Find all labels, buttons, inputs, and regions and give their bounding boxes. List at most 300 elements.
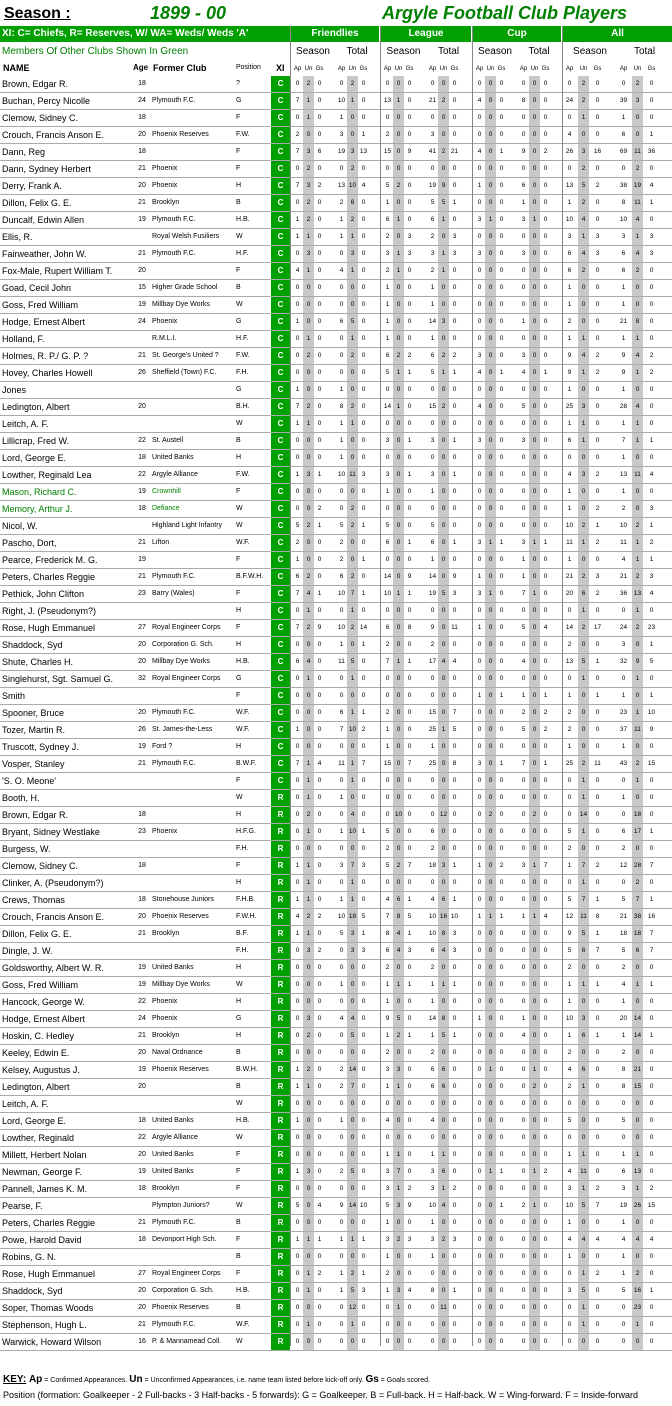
stat-cell: 3	[595, 233, 600, 240]
table-row	[0, 1011, 672, 1028]
stat-cell: 3	[430, 1185, 435, 1192]
stat-cell: 9	[317, 624, 322, 631]
stat-cell: 0	[317, 1338, 322, 1345]
stat-cell: 1	[521, 692, 526, 699]
former-club: Phoenix Reserves	[152, 1304, 209, 1311]
stat-cell: 0	[452, 641, 457, 648]
stat-cell: 0	[499, 607, 504, 614]
stat-cell: 0	[361, 1253, 366, 1260]
stat-cell: 0	[485, 569, 496, 585]
stat-cell: 1	[621, 114, 626, 121]
player-age: 18	[138, 896, 146, 903]
stat-cell: 4	[430, 896, 435, 903]
stat-cell: 8	[621, 199, 626, 206]
stat-cell: 0	[567, 165, 572, 172]
stat-cell: 0	[407, 1083, 412, 1090]
stat-cell: 7	[385, 658, 390, 665]
stat-cell: 7	[595, 1202, 600, 1209]
stat-cell: 0	[317, 1151, 322, 1158]
player-name: Dillon, Felix G. E.	[2, 929, 72, 939]
stat-cell: 0	[452, 879, 457, 886]
team-xi-badge: R	[271, 1028, 290, 1044]
stat-cell: 6	[621, 1168, 626, 1175]
stat-cell: 3	[393, 1062, 404, 1078]
stat-cell: 0	[485, 1198, 496, 1214]
table-row	[0, 1334, 672, 1351]
stat-cell: 0	[529, 450, 540, 466]
team-xi-badge: C	[271, 637, 290, 653]
stat-cell: 1	[303, 824, 314, 840]
stat-cell: 0	[543, 1185, 548, 1192]
stat-cell: 0	[452, 131, 457, 138]
stat-cell: 0	[529, 297, 540, 313]
player-name: Dann, Sydney Herbert	[2, 164, 92, 174]
stat-cell: 0	[578, 1334, 589, 1350]
player-position: W	[236, 505, 243, 512]
stat-cell: 1	[347, 603, 358, 619]
team-xi-badge: R	[271, 1079, 290, 1095]
stat-cell: 0	[477, 471, 482, 478]
stat-header: Un	[439, 66, 448, 72]
player-age: 21	[138, 250, 146, 257]
stat-cell: 5	[393, 1011, 404, 1027]
stat-cell: 0	[578, 382, 589, 398]
stat-cell: 0	[347, 535, 358, 551]
team-xi-badge: R	[271, 790, 290, 806]
stat-cell: 5	[521, 726, 526, 733]
stat-cell: 5	[621, 896, 626, 903]
stat-cell: 0	[438, 433, 449, 449]
stat-cell: 0	[543, 97, 548, 104]
stat-cell: 0	[317, 896, 322, 903]
stat-cell: 1	[407, 590, 412, 597]
stat-cell: 0	[499, 1049, 504, 1056]
stat-cell: 0	[317, 964, 322, 971]
stat-cell: 0	[477, 1321, 482, 1328]
former-club: Millbay Dye Works	[152, 301, 210, 308]
team-xi-badge: C	[271, 110, 290, 126]
stat-cell: 0	[529, 93, 540, 109]
player-name: Dann, Reg	[2, 147, 46, 157]
stat-cell: 1	[578, 790, 589, 806]
stat-cell: 0	[521, 947, 526, 954]
stat-cell: 0	[438, 841, 449, 857]
stat-cell: 0	[407, 1304, 412, 1311]
former-club	[152, 552, 234, 568]
stat-cell: 5	[385, 369, 390, 376]
player-age: 18	[138, 1236, 146, 1243]
stat-cell: 0	[578, 1130, 589, 1146]
stat-cell: 0	[339, 811, 344, 818]
stat-cell: 0	[477, 947, 482, 954]
stat-cell: 15	[383, 148, 392, 155]
stat-cell: 16	[593, 148, 602, 155]
former-club: United Banks	[152, 1117, 194, 1124]
stat-cell: 9	[407, 573, 412, 580]
stat-cell: 0	[361, 1049, 366, 1056]
stat-cell: 13	[632, 586, 643, 602]
stat-cell: 0	[595, 1100, 600, 1107]
stat-cell: 0	[452, 998, 457, 1005]
stat-cell: 2	[339, 1168, 344, 1175]
team-xi-badge: C	[271, 263, 290, 279]
stat-cell: 1	[485, 1164, 496, 1180]
stat-cell: 0	[543, 437, 548, 444]
stat-cell: 13	[619, 471, 628, 478]
stat-cell: 0	[649, 301, 654, 308]
stat-cell: 1	[499, 148, 504, 155]
stat-cell: 3	[361, 1287, 366, 1294]
stat-cell: 15	[632, 1079, 643, 1095]
stat-cell: 10	[383, 590, 392, 597]
stat-cell: 6	[438, 892, 449, 908]
stat-cell: 0	[361, 114, 366, 121]
player-position: W	[236, 522, 243, 529]
stat-cell: 21	[450, 148, 459, 155]
stat-cell: 0	[621, 80, 626, 87]
former-club: Devonport High Sch.	[152, 1236, 217, 1243]
former-club: Sheffield (Town) F.C.	[152, 369, 217, 376]
stat-cell: 9	[621, 369, 626, 376]
stat-cell: 0	[632, 450, 643, 466]
stat-cell: 0	[393, 994, 404, 1010]
team-xi-badge: C	[271, 127, 290, 143]
stat-cell: 3	[385, 1236, 390, 1243]
stat-cell: 1	[303, 331, 314, 347]
stat-cell: 1	[385, 301, 390, 308]
stat-cell: 0	[393, 110, 404, 126]
player-position: F	[236, 267, 241, 274]
stat-cell: 3	[477, 590, 482, 597]
stat-cell: 5	[295, 1202, 300, 1209]
stat-cell: 0	[521, 930, 526, 937]
stat-cell: 0	[452, 743, 457, 750]
stat-cell: 1	[295, 1066, 300, 1073]
player-age: 24	[138, 318, 146, 325]
stat-cell: 1	[578, 1266, 589, 1282]
player-age: 18	[138, 862, 146, 869]
stat-cell: 0	[295, 505, 300, 512]
player-age: 20	[138, 1287, 146, 1294]
player-position: F	[236, 165, 241, 172]
stat-cell: 10	[347, 178, 358, 194]
stat-cell: 1	[407, 896, 412, 903]
table-row	[0, 1283, 672, 1300]
stat-cell: 0	[361, 675, 366, 682]
stat-cell: 3	[407, 947, 412, 954]
player-name: Goldsworthy, Albert W. R.	[2, 963, 104, 973]
stat-cell: 1	[632, 705, 643, 721]
stat-cell: 0	[438, 331, 449, 347]
stat-cell: 0	[430, 454, 435, 461]
stat-cell: 10	[428, 913, 437, 920]
player-position: W.F.	[236, 709, 250, 716]
stat-cell: 1	[339, 437, 344, 444]
stat-cell: 0	[477, 1287, 482, 1294]
stat-cell: 6	[521, 182, 526, 189]
player-age: 16	[138, 1338, 146, 1345]
stat-cell: 0	[543, 896, 548, 903]
stat-cell: 1	[499, 692, 504, 699]
former-club: Brooklyn	[152, 930, 180, 937]
stat-cell: 3	[385, 471, 390, 478]
stat-cell: 5	[347, 1164, 358, 1180]
stat-cell: 0	[303, 1113, 314, 1129]
stat-cell: 0	[477, 301, 482, 308]
stat-cell: 0	[407, 556, 412, 563]
stat-cell: 0	[407, 1338, 412, 1345]
player-position: B	[236, 1083, 241, 1090]
player-age: 21	[138, 930, 146, 937]
stat-cell: 0	[385, 879, 390, 886]
stat-cell: 0	[477, 964, 482, 971]
stat-cell: 9	[621, 352, 626, 359]
stat-cell: 10	[337, 590, 346, 597]
stat-cell: 0	[361, 539, 366, 546]
stat-cell: 0	[407, 1015, 412, 1022]
stat-cell: 0	[393, 824, 404, 840]
player-position: H.F.	[236, 335, 249, 342]
player-age: 21	[138, 165, 146, 172]
stat-cell: 0	[385, 165, 390, 172]
stat-cell: 0	[621, 777, 626, 784]
stat-cell: 0	[295, 777, 300, 784]
stat-cell: 0	[499, 811, 504, 818]
stat-cell: 1	[295, 930, 300, 937]
player-age	[134, 416, 150, 432]
stat-header: Ap	[293, 66, 302, 72]
stat-cell: 0	[407, 845, 412, 852]
stat-cell: 16	[438, 909, 449, 925]
player-name: Goss, Fred William	[2, 980, 79, 990]
stat-cell: 0	[317, 981, 322, 988]
stat-cell: 0	[485, 1147, 496, 1163]
stat-cell: 0	[317, 1168, 322, 1175]
stat-cell: 0	[649, 1270, 654, 1277]
table-row	[0, 603, 672, 620]
stat-cell: 0	[529, 892, 540, 908]
player-position: F.H.	[236, 369, 249, 376]
player-age: 20	[138, 913, 146, 920]
group-cup: Cup	[473, 26, 561, 42]
stat-cell: 11	[578, 1164, 589, 1180]
stat-cell: 0	[543, 233, 548, 240]
stat-cell: 0	[567, 114, 572, 121]
stat-cell: 1	[407, 1032, 412, 1039]
player-age: 19	[138, 301, 146, 308]
stat-cell: 0	[499, 1219, 504, 1226]
stat-cell: 0	[361, 97, 366, 104]
stat-cell: 3	[303, 1164, 314, 1180]
stat-cell: 4	[407, 1287, 412, 1294]
stat-cell: 0	[521, 1066, 526, 1073]
team-xi-badge: R	[271, 1232, 290, 1248]
stat-cell: 0	[543, 1032, 548, 1039]
stat-cell: 3	[438, 314, 449, 330]
stat-cell: 3	[578, 467, 589, 483]
stat-cell: 1	[339, 420, 344, 427]
stat-cell: 6	[567, 437, 572, 444]
stat-cell: 0	[317, 1287, 322, 1294]
stat-cell: 1	[317, 590, 322, 597]
stat-cell: 15	[428, 709, 437, 716]
stat-cell: 0	[385, 607, 390, 614]
stat-cell: 0	[361, 964, 366, 971]
stat-cell: 1	[438, 1147, 449, 1163]
stat-cell: 0	[477, 709, 482, 716]
stat-cell: 0	[361, 1083, 366, 1090]
stat-cell: 0	[361, 454, 366, 461]
stat-cell: 13	[337, 182, 346, 189]
stat-cell: 0	[485, 365, 496, 381]
stat-cell: 1	[567, 981, 572, 988]
stat-cell: 0	[407, 165, 412, 172]
stat-cell: 0	[543, 1066, 548, 1073]
stat-cell: 0	[543, 1202, 548, 1209]
player-name: Pannell, James K. M.	[2, 1184, 88, 1194]
stat-cell: 4	[567, 131, 572, 138]
stat-cell: 0	[485, 297, 496, 313]
stat-cell: 0	[567, 80, 572, 87]
stat-cell: 0	[295, 284, 300, 291]
stat-cell: 0	[485, 484, 496, 500]
stat-cell: 9	[649, 726, 654, 733]
stat-cell: 0	[485, 552, 496, 568]
stat-cell: 3	[303, 467, 314, 483]
stat-cell: 0	[452, 811, 457, 818]
player-name: Robins, G. N.	[2, 1252, 57, 1262]
stat-cell: 1	[632, 229, 643, 245]
stat-header: Gs	[405, 66, 414, 72]
stat-cell: 1	[578, 1181, 589, 1197]
stat-cell: 0	[477, 1083, 482, 1090]
stat-cell: 3	[361, 471, 366, 478]
stat-cell: 0	[295, 1304, 300, 1311]
stat-cell: 1	[438, 263, 449, 279]
group-divider	[380, 26, 381, 1346]
player-position: W	[236, 420, 243, 427]
stat-cell: 1	[339, 114, 344, 121]
stat-cell: 20	[619, 1015, 628, 1022]
stat-cell: 0	[407, 1117, 412, 1124]
team-xi-badge: R	[271, 943, 290, 959]
stat-cell: 6	[567, 267, 572, 274]
stat-cell: 0	[477, 879, 482, 886]
former-club: Argyle Alliance	[152, 471, 198, 478]
stat-cell: 1	[595, 522, 600, 529]
player-name: Singlehurst, Sgt. Samuel G.	[2, 674, 114, 684]
stat-cell: 0	[621, 1134, 626, 1141]
stat-cell: 0	[303, 705, 314, 721]
stat-cell: 0	[438, 1215, 449, 1231]
stat-cell: 0	[393, 467, 404, 483]
stat-cell: 4	[567, 1168, 572, 1175]
stat-cell: 1	[521, 913, 526, 920]
stat-cell: 2	[347, 76, 358, 92]
player-age: 22	[138, 437, 146, 444]
stat-cell: 1	[452, 896, 457, 903]
player-name: Hodge, Ernest Albert	[2, 317, 86, 327]
stat-cell: 3	[521, 437, 526, 444]
stat-cell: 0	[452, 1219, 457, 1226]
stat-cell: 0	[485, 1181, 496, 1197]
stat-cell: 3	[567, 233, 572, 240]
stat-cell: 3	[521, 539, 526, 546]
player-name: Bryant, Sidney Westlake	[2, 827, 100, 837]
stat-cell: 0	[543, 641, 548, 648]
stat-cell: 0	[438, 739, 449, 755]
stat-cell: 0	[477, 777, 482, 784]
stat-cell: 0	[499, 216, 504, 223]
stat-cell: 6	[567, 250, 572, 257]
stat-cell: 0	[407, 1219, 412, 1226]
stat-cell: 7	[295, 403, 300, 410]
stat-cell: 5	[452, 726, 457, 733]
stat-cell: 2	[567, 1083, 572, 1090]
stat-cell: 3	[385, 1185, 390, 1192]
stat-cell: 5	[339, 522, 344, 529]
stat-cell: 1	[477, 1015, 482, 1022]
stat-cell: 0	[543, 250, 548, 257]
stat-cell: 0	[407, 879, 412, 886]
player-position: F	[236, 1185, 241, 1192]
player-name: Spooner, Bruce	[2, 708, 65, 718]
stat-cell: 0	[567, 607, 572, 614]
former-club: Lifton	[152, 539, 170, 546]
position-key: Position (formation: Goalkeeper - 2 Full-backs - 3 Half-backs - 5 forwards): G = Goalkeeper. B = Full-back. H = Half-back. W = Wing-forward. F = Inside-forward	[3, 1390, 638, 1400]
player-name: Holland, F.	[2, 334, 45, 344]
stat-cell: 0	[317, 930, 322, 937]
stat-cell: 4	[567, 471, 572, 478]
stat-cell: 0	[485, 960, 496, 976]
stat-cell: 1	[393, 586, 404, 602]
stat-cell: 1	[393, 93, 404, 109]
stat-cell: 1	[385, 1032, 390, 1039]
stat-cell: 1	[543, 369, 548, 376]
player-position: H.B.	[236, 658, 250, 665]
stat-cell: 2	[595, 1185, 600, 1192]
player-age	[134, 773, 150, 789]
stat-cell: 0	[303, 297, 314, 313]
stat-cell: 0	[393, 790, 404, 806]
stat-cell: 9	[438, 178, 449, 194]
stat-cell: 1	[303, 773, 314, 789]
stat-cell: 0	[452, 1321, 457, 1328]
stat-cell: 1	[499, 913, 504, 920]
player-age: 20	[138, 267, 146, 274]
stat-cell: 5	[385, 862, 390, 869]
stat-cell: 8	[452, 760, 457, 767]
stat-cell: 0	[543, 743, 548, 750]
stat-cell: 0	[499, 743, 504, 750]
stat-cell: 1	[385, 998, 390, 1005]
stat-cell: 2	[595, 352, 600, 359]
stat-cell: 0	[578, 1045, 589, 1061]
stat-cell: 3	[621, 641, 626, 648]
stat-cell: 0	[543, 335, 548, 342]
stat-cell: 0	[393, 382, 404, 398]
stat-cell: 0	[477, 267, 482, 274]
stat-cell: 0	[521, 1168, 526, 1175]
stat-cell: 6	[578, 1062, 589, 1078]
stat-cell: 1	[347, 331, 358, 347]
stat-cell: 0	[485, 790, 496, 806]
stat-cell: 10	[337, 913, 346, 920]
stat-cell: 13	[632, 1164, 643, 1180]
player-table	[0, 76, 672, 1351]
stat-cell: 2	[303, 76, 314, 92]
former-club: Plymouth F.C.	[152, 709, 196, 716]
